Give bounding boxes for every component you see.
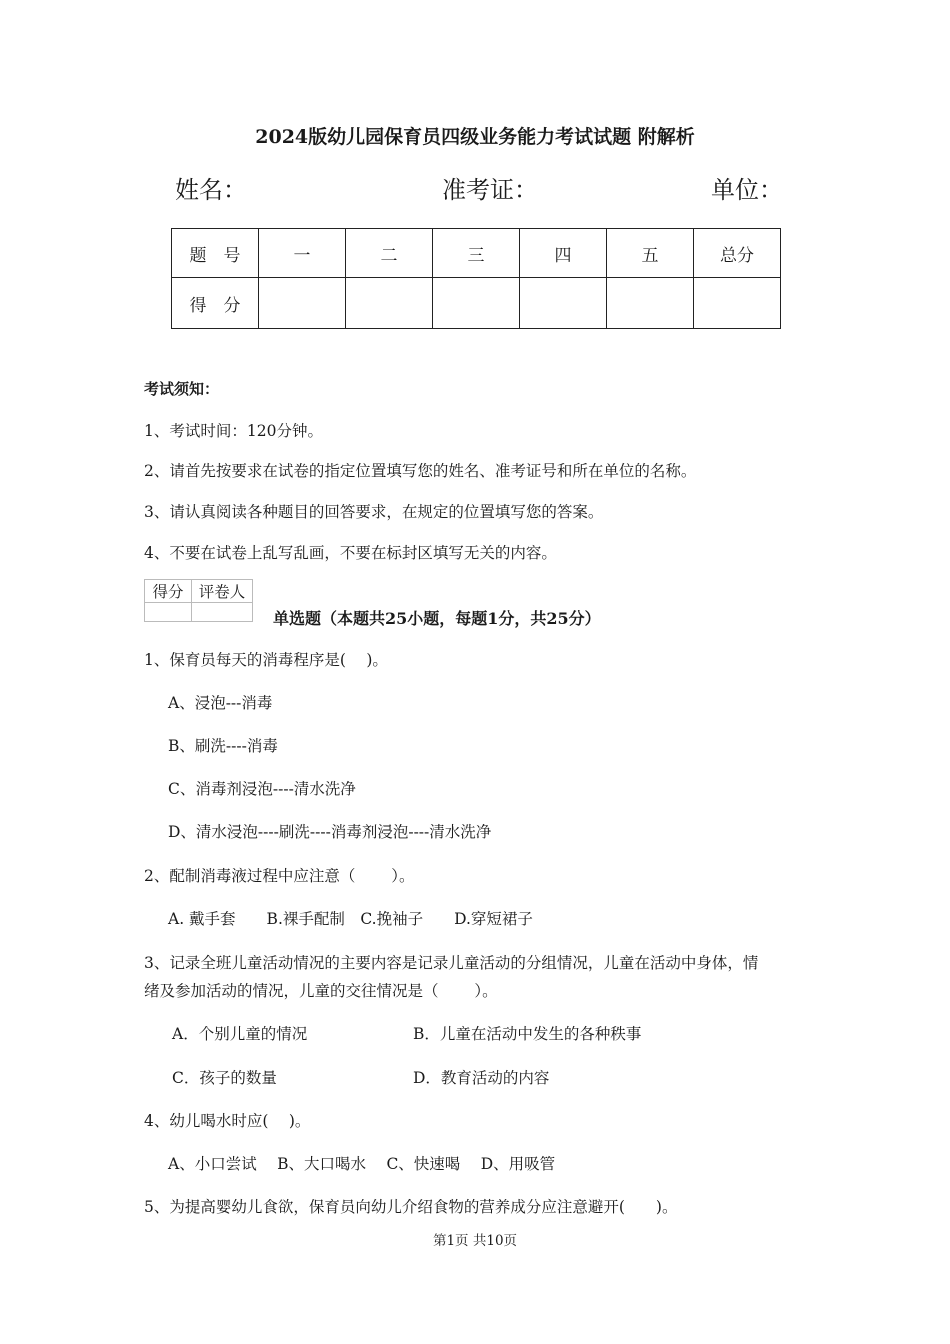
question-number-label: 题 号 bbox=[172, 229, 259, 278]
option: A、浸泡---消毒 bbox=[168, 694, 273, 712]
option: B、刷洗----消毒 bbox=[168, 737, 278, 755]
total-score-header: 总分 bbox=[694, 229, 781, 278]
options-line: A、小口尝试 B、大口喝水 C、快速喝 D、用吸管 bbox=[168, 1155, 556, 1173]
options-line: A. 戴手套 B.裸手配制 C.挽袖子 D.穿短裙子 bbox=[168, 910, 533, 928]
option: B．儿童在活动中发生的各种秩事 bbox=[413, 1025, 642, 1043]
grader-score-cell[interactable] bbox=[145, 603, 192, 622]
score-cell[interactable] bbox=[520, 278, 607, 329]
notice-item: 2、请首先按要求在试卷的指定位置填写您的姓名、准考证号和所在单位的名称。 bbox=[144, 462, 697, 480]
exam-title: 2024版幼儿园保育员四级业务能力考试试题 附解析 bbox=[255, 126, 695, 148]
score-cell[interactable] bbox=[346, 278, 433, 329]
score-cell[interactable] bbox=[259, 278, 346, 329]
notice-item: 1、考试时间：120分钟。 bbox=[144, 422, 323, 440]
score-column-header: 三 bbox=[433, 229, 520, 278]
name-label: 姓名： bbox=[175, 176, 247, 204]
question-stem: 4、幼儿喝水时应( )。 bbox=[144, 1112, 311, 1130]
notice-item: 4、不要在试卷上乱写乱画，不要在标封区填写无关的内容。 bbox=[144, 544, 557, 562]
score-table-header-row bbox=[172, 229, 781, 278]
option: A．个别儿童的情况 bbox=[172, 1025, 308, 1043]
score-column-header: 四 bbox=[520, 229, 607, 278]
grader-reviewer-label: 评卷人 bbox=[192, 580, 253, 603]
section-heading: 单选题（本题共25小题，每题1分，共25分） bbox=[273, 609, 601, 628]
score-column-header: 二 bbox=[346, 229, 433, 278]
option: D、清水浸泡----刷洗----消毒剂浸泡----清水洗净 bbox=[168, 823, 492, 841]
question-stem-continued: 绪及参加活动的情况，儿童的交往情况是（ ）。 bbox=[144, 982, 498, 1000]
grader-box bbox=[144, 579, 253, 622]
exam-id-label: 准考证： bbox=[442, 176, 538, 204]
score-column-header: 一 bbox=[259, 229, 346, 278]
question-stem: 1、保育员每天的消毒程序是( )。 bbox=[144, 651, 388, 669]
question-stem: 5、为提高婴幼儿食欲，保育员向幼儿介绍食物的营养成分应注意避开( )。 bbox=[144, 1198, 678, 1216]
unit-label: 单位： bbox=[711, 176, 783, 204]
score-table-score-row bbox=[172, 278, 781, 329]
grader-score-label: 得分 bbox=[145, 580, 192, 603]
question-stem: 3、记录全班儿童活动情况的主要内容是记录儿童活动的分组情况，儿童在活动中身体，情 bbox=[144, 954, 759, 972]
total-score-cell[interactable] bbox=[694, 278, 781, 329]
notice-item: 3、请认真阅读各种题目的回答要求，在规定的位置填写您的答案。 bbox=[144, 503, 604, 521]
score-cell[interactable] bbox=[433, 278, 520, 329]
notice-heading: 考试须知： bbox=[144, 380, 220, 398]
option: D．教育活动的内容 bbox=[413, 1069, 550, 1087]
score-cell[interactable] bbox=[607, 278, 694, 329]
option: C．孩子的数量 bbox=[172, 1069, 277, 1087]
question-stem: 2、配制消毒液过程中应注意（ ）。 bbox=[144, 867, 415, 885]
page-footer: 第1页 共10页 bbox=[432, 1233, 518, 1249]
grader-reviewer-cell[interactable] bbox=[192, 603, 253, 622]
score-table bbox=[171, 228, 781, 329]
score-row-label: 得 分 bbox=[172, 278, 259, 329]
option: C、消毒剂浸泡----清水洗净 bbox=[168, 780, 356, 798]
score-column-header: 五 bbox=[607, 229, 694, 278]
